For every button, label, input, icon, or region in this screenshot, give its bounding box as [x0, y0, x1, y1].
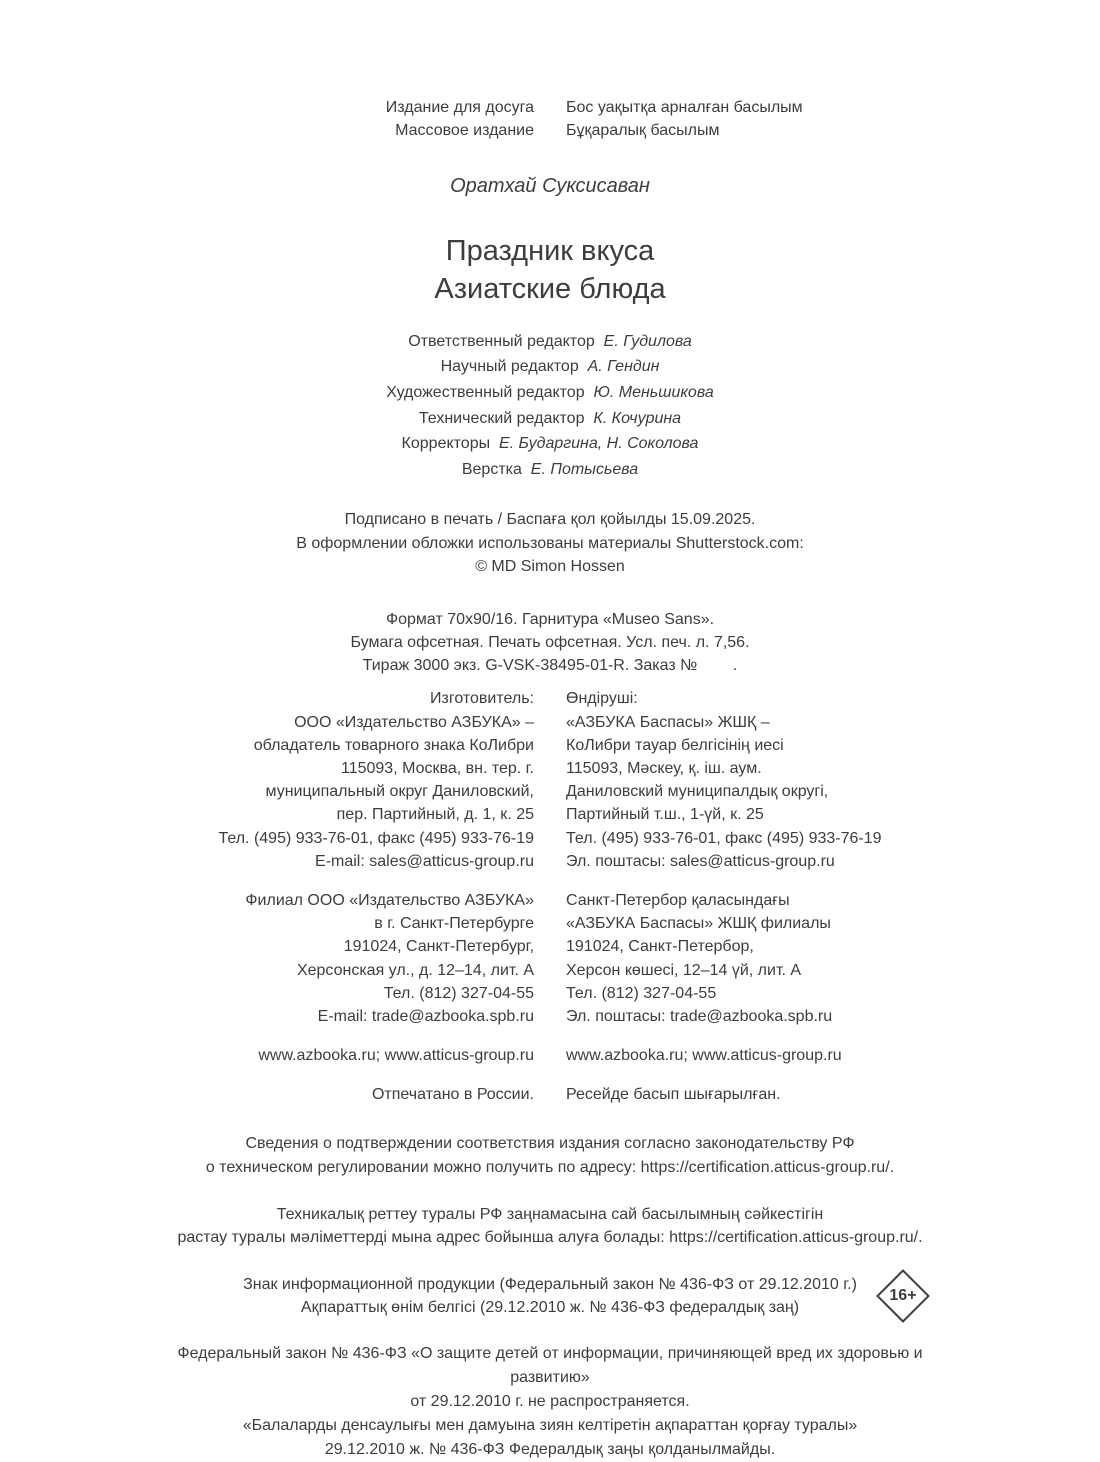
law-note-line: «Балаларды денсаулығы мен дамуына зиян келтіретін ақпараттан қорғау туралы» [242, 1416, 858, 1434]
certification-kz-block [90, 1203, 1010, 1249]
credits-block [90, 329, 1010, 483]
edition-row [90, 119, 1010, 142]
format-line: Тираж 3000 экз. G-VSK-38495-01-R. Заказ № . [362, 657, 738, 675]
credit-role: Научный редактор [440, 358, 579, 376]
manufacturer-ru-line: 115093, Москва, вн. тер. г. [341, 760, 534, 777]
branch-kz-line: Херсон көшесі, 12–14 үй, лит. А [566, 961, 802, 979]
manufacturer-kz-line: Даниловский муниципалдық округі, [566, 783, 829, 801]
credit-line [90, 354, 1010, 380]
credit-person: Е. Гудилова [603, 332, 692, 350]
format-info-block [90, 608, 1010, 678]
credit-role: Технический редактор [418, 409, 585, 427]
print-info-block [90, 508, 1010, 578]
manufacturer-ru-line: ООО «Издательство АЗБУКА» – [294, 713, 534, 731]
manufacturer-kz-line: Тел. (495) 933-76-01, факс (495) 933-76-19 [566, 829, 882, 847]
manufacturer-block [90, 687, 1010, 873]
credit-person: Ю. Меньшикова [593, 383, 714, 401]
manufacturer-ru-line: пер. Партийный, д. 1, к. 25 [336, 806, 534, 824]
credit-person: А. Гендин [587, 358, 660, 376]
credit-role: Верстка [461, 460, 522, 478]
credit-person: Е. Потысьева [530, 460, 639, 478]
manufacturer-ru-line: Тел. (495) 933-76-01, факс (495) 933-76-19 [218, 829, 534, 847]
certification-kz-line: растау туралы мәліметтерді мына адрес бойынша алуға болады: https://certification.atticus-group.ru/. [177, 1229, 923, 1246]
book-title-line2: Азиатские блюда [434, 273, 666, 306]
print-info-line: В оформлении обложки использованы материалы Shutterstock.com: [296, 534, 804, 552]
author-name: Оратхай Суксисаван [450, 175, 650, 198]
manufacturer-kz-line: «АЗБУКА Баспасы» ЖШҚ – [566, 713, 770, 731]
printed-in-kz: Ресейде басып шығарылған. [566, 1086, 781, 1104]
manufacturer-ru-line: Изготовитель: [430, 690, 534, 708]
credit-line [90, 457, 1010, 483]
format-line: Бумага офсетная. Печать офсетная. Усл. печ. л. 7,56. [350, 634, 750, 652]
branch-kz-line: Эл. поштасы: trade@azbooka.spb.ru [566, 1007, 833, 1025]
edition-kz-line: Бос уақытқа арналған басылым [566, 99, 803, 116]
certification-kz-line: Техникалық реттеу туралы РФ заңнамасына сай басылымның сәйкестігін [276, 1205, 824, 1223]
manufacturer-ru-line: E-mail: sales@atticus-group.ru [315, 852, 534, 870]
credit-line [90, 406, 1010, 432]
branch-ru-line: в г. Санкт-Петербурге [374, 915, 534, 933]
credit-role: Художественный редактор [386, 383, 585, 401]
info-product-line: Ақпараттық өнім белгісі (29.12.2010 ж. № 436-ФЗ федералдық заң) [300, 1299, 800, 1317]
format-line: Формат 70х90/16. Гарнитура «Museo Sans». [385, 610, 715, 628]
websites-ru: www.azbooka.ru; www.atticus-group.ru [258, 1047, 534, 1065]
credit-role: Ответственный редактор [408, 332, 595, 350]
credit-line [90, 431, 1010, 457]
law-note-block [90, 1342, 1010, 1462]
branch-kz-line: Санкт-Петербор қаласындағы [566, 891, 790, 909]
book-title [90, 233, 1010, 308]
edition-row [90, 96, 1010, 119]
branch-ru-line: E-mail: trade@azbooka.spb.ru [317, 1007, 534, 1025]
book-title-line1: Праздник вкуса [445, 235, 655, 268]
certification-ru-line: о техническом регулировании можно получить по адресу: https://certification.atticus-group.ru/. [205, 1158, 895, 1176]
printed-in-row [90, 1083, 1010, 1106]
manufacturer-kz-line: Өндіруші: [566, 690, 638, 708]
branch-ru-line: Филиал ООО «Издательство АЗБУКА» [245, 891, 534, 909]
branch-kz-line: 191024, Санкт-Петербор, [566, 938, 754, 956]
certification-ru-block [90, 1132, 1010, 1178]
age-rating-label: 16+ [889, 1287, 917, 1305]
branch-block [90, 889, 1010, 1028]
websites-row [90, 1044, 1010, 1067]
law-note-line: развитию» [510, 1368, 590, 1386]
law-note-line: от 29.12.2010 г. не распространяется. [410, 1392, 690, 1410]
manufacturer-kz-line: 115093, Мәскеу, қ. іш. аум. [566, 760, 762, 777]
certification-ru-line: Сведения о подтверждении соответствия издания согласно законодательству РФ [245, 1135, 855, 1153]
manufacturer-ru-line: муниципальный округ Даниловский, [265, 783, 534, 801]
branch-ru-line: Херсонская ул., д. 12–14, лит. А [296, 961, 534, 979]
credit-line [90, 380, 1010, 406]
law-note-line: 29.12.2010 ж. № 436-ФЗ Федералдық заңы қолданылмайды. [324, 1440, 776, 1458]
edition-ru-line: Издание для досуга [385, 99, 534, 116]
info-product-line: Знак информационной продукции (Федеральный закон № 436-ФЗ от 29.12.2010 г.) [243, 1276, 857, 1294]
law-note-line: Федеральный закон № 436-ФЗ «О защите детей от информации, причиняющей вред их здоровью и [177, 1344, 923, 1362]
edition-kz-line: Бұқаралық басылым [566, 122, 720, 140]
printed-in-ru: Отпечатано в России. [371, 1086, 534, 1104]
info-product-block [90, 1273, 1010, 1319]
branch-kz-line: Тел. (812) 327-04-55 [566, 984, 717, 1002]
manufacturer-ru-line: обладатель товарного знака КоЛибри [253, 736, 534, 754]
manufacturer-kz-line: Эл. поштасы: sales@atticus-group.ru [566, 852, 835, 870]
credit-person: Е. Бударгина, Н. Соколова [498, 435, 699, 453]
branch-kz-line: «АЗБУКА Баспасы» ЖШҚ филиалы [566, 915, 831, 933]
edition-ru-line: Массовое издание [395, 122, 534, 140]
credit-person: К. Кочурина [593, 409, 682, 427]
edition-type-block [90, 96, 1010, 142]
print-info-line: Подписано в печать / Баспаға қол қойылды 15.09.2025. [344, 511, 756, 529]
copyright-line: © MD Simon Hossen [475, 557, 625, 575]
branch-ru-line: Тел. (812) 327-04-55 [383, 984, 534, 1002]
branch-ru-line: 191024, Санкт-Петербург, [343, 938, 534, 956]
credit-role: Корректоры [401, 435, 491, 453]
manufacturer-kz-line: Партийный т.ш., 1-үй, к. 25 [566, 806, 764, 824]
manufacturer-kz-line: КоЛибри тауар белгісінің иесі [566, 736, 784, 754]
websites-kz: www.azbooka.ru; www.atticus-group.ru [566, 1047, 842, 1065]
credit-line [90, 329, 1010, 355]
